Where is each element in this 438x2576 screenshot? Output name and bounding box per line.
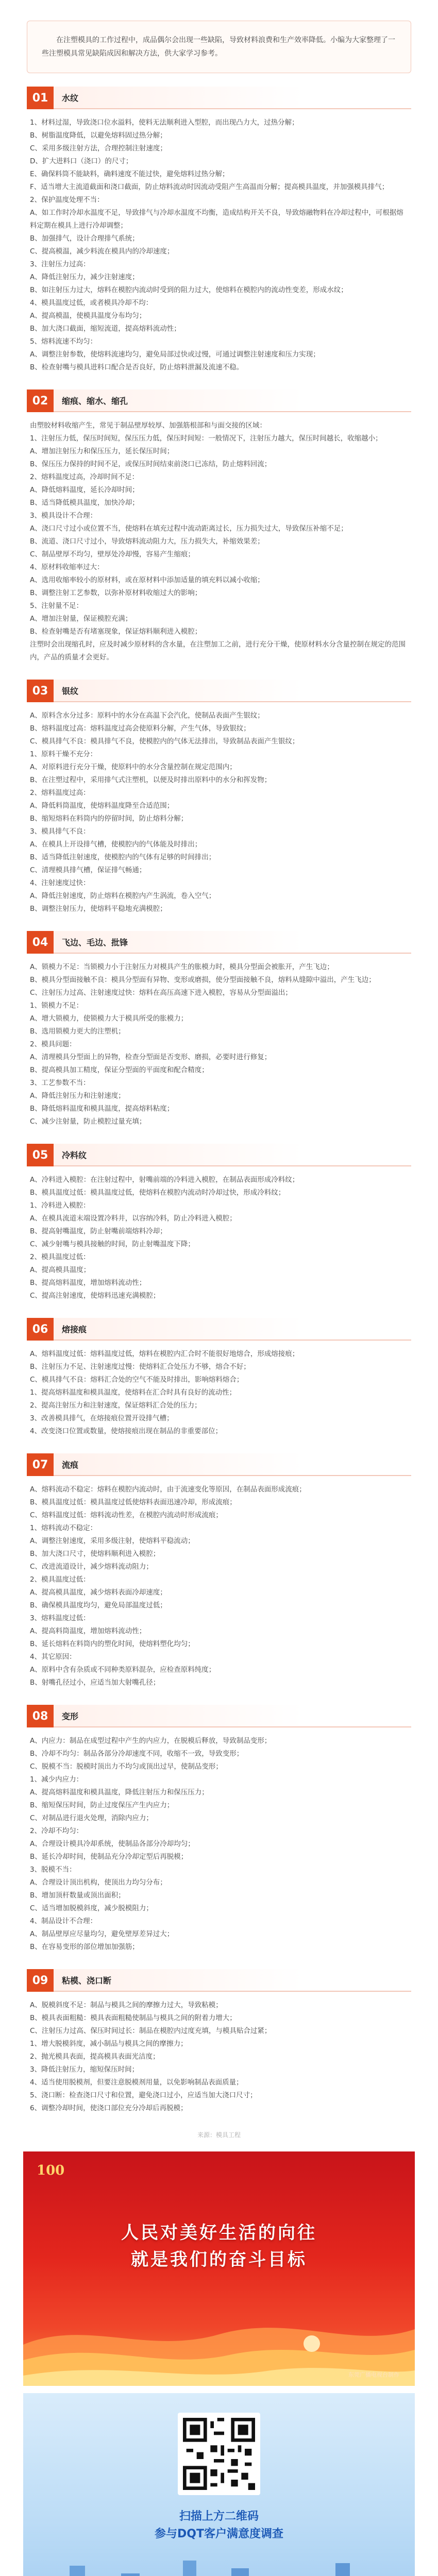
section-paragraph: A、降低注射速度，防止熔料在模腔内产生涡流，卷入空气； xyxy=(30,892,216,900)
section-paragraph: A、增加注射压力和保压压力，延长保压时间； xyxy=(30,447,174,455)
section-paragraph: A、增加注射量，保证模腔充满； xyxy=(30,615,132,623)
section-paragraph: 1、提高熔料温度和模具温度，使熔料在汇合时具有良好的流动性； xyxy=(30,1388,237,1397)
section-paragraph: B、树脂温度降低，以避免熔料固过热分解； xyxy=(30,131,167,140)
section-paragraph: 由塑胶材料收缩产生，常见于制品壁厚较厚、加强筋根部和与面交接的区域： xyxy=(30,421,266,430)
centenary-logo: 100 xyxy=(37,2163,65,2178)
section-paragraph: C、脱模不当：脱模时顶出力不均匀或顶出过早，使制品变形； xyxy=(30,1762,223,1771)
section-body xyxy=(27,1992,411,2115)
section-paragraph: B、检查射嘴是否有堵塞现象，保证熔料顺利进入模腔； xyxy=(30,628,202,636)
section-paragraph: A、熔料流动不稳定：熔料在模腔内流动时，由于流速变化等原因，在制品表面形成流痕； xyxy=(30,1485,306,1494)
section-paragraph: A、原料含水分过多：原料中的水分在高温下会汽化，使制品表面产生银纹； xyxy=(30,711,264,720)
intro-box xyxy=(27,21,411,73)
defect-section xyxy=(27,1453,411,1689)
defect-section xyxy=(27,87,411,374)
defect-section xyxy=(27,680,411,916)
section-paragraph: 1、材料过湿，导致浇口位水溢料，使料无法顺利进入型腔，而出现凸力大，过热分解； xyxy=(30,118,299,127)
section-paragraph: 2、熔料温度过高，冷却时间不足： xyxy=(30,473,139,481)
section-paragraph: 1、冷料进入模腔： xyxy=(30,1201,90,1210)
section-header xyxy=(27,389,411,412)
section-number: 09 xyxy=(27,1969,54,1992)
section-paragraph: 6、调整冷却时间，使浇口部位充分冷却后再脱模； xyxy=(30,2104,188,2112)
section-paragraph: 2、模具温度过低： xyxy=(30,1575,90,1584)
section-paragraph: 2、熔料温度过高： xyxy=(30,789,90,797)
section-number: 04 xyxy=(27,931,54,954)
section-paragraph: D、扩大进料口（浇口）的尺寸； xyxy=(30,157,133,165)
qr-pattern-icon xyxy=(183,2418,255,2490)
section-paragraph: B、在注塑过程中，采用排气式注塑机，以便及时排出原料中的水分和挥发物； xyxy=(30,776,272,784)
sections-container xyxy=(0,87,438,2115)
section-paragraph: B、延长冷却时间，使制品充分冷却定型后再脱模； xyxy=(30,1853,188,1861)
section-paragraph: B、流道、浇口尺寸过小，导致熔料流动阻力大，压力损失大，补缩效果差； xyxy=(30,537,264,546)
section-paragraph: 1、熔料流动不稳定： xyxy=(30,1524,97,1532)
section-paragraph: C、注射压力过高、保压时间过长：制品在模腔内过度充填，与模具贴合过紧； xyxy=(30,2027,272,2035)
survey-caption-2: 参与DQT客户满意度调查 xyxy=(155,2528,283,2540)
section-number: 07 xyxy=(27,1453,54,1476)
section-paragraph: 1、增大脱模斜度，减小制品与模具之间的摩擦力； xyxy=(30,2040,188,2048)
section-paragraph: 4、制品设计不合理： xyxy=(30,1917,97,1925)
section-paragraph: 3、脱模不当： xyxy=(30,1866,76,1874)
section-paragraph: C、清理模具排气槽，保证排气畅通； xyxy=(30,866,146,874)
section-paragraph: 1、原料干燥不充分： xyxy=(30,750,97,758)
section-paragraph: A、内应力：制品在成型过程中产生的内应力，在脱模后释放，导致制品变形； xyxy=(30,1737,272,1745)
defect-section xyxy=(27,1144,411,1302)
survey-qr-code[interactable] xyxy=(178,2413,260,2495)
section-paragraph: C、模具排气不良：熔料汇合处的空气不能及时排出，影响熔料熔合； xyxy=(30,1376,244,1384)
section-paragraph: C、熔料温度过低：熔料流动性差，在模腔内流动时形成流痕； xyxy=(30,1511,223,1519)
section-paragraph: A、冷料进入模腔：在注射过程中，射嘴前端的冷料进入模腔，在制品表面形成冷料纹； xyxy=(30,1176,299,1184)
slogan-banner xyxy=(23,2151,415,2386)
section-paragraph: 3、模具排气不良： xyxy=(30,827,90,836)
section-paragraph: A、提高料筒温度，增加熔料流动性； xyxy=(30,1627,146,1635)
section-paragraph: 3、熔料温度过低： xyxy=(30,1614,90,1622)
section-paragraph: A、对原料进行充分干燥，使原料中的水分含量控制在规定范围内； xyxy=(30,763,237,771)
section-paragraph: B、保压压力保持的时间不足，或保压时间结束前浇口已冻结，防止熔料回流； xyxy=(30,460,272,468)
slogan-line-2: 就是我们的奋斗目标 xyxy=(131,2249,307,2270)
section-header xyxy=(27,87,411,109)
section-paragraph: B、调整注射压力，使熔料平稳地充满模腔； xyxy=(30,905,167,913)
section-paragraph: C、注射压力过高、注射速度过快：熔料在高压高速下进入模腔，容易从分型面溢出； xyxy=(30,989,292,997)
section-number: 06 xyxy=(27,1318,54,1341)
section-paragraph: A、降低料筒温度，使熔料温度降至合适范围； xyxy=(30,802,174,810)
section-body xyxy=(27,412,411,664)
section-title: 银纹 xyxy=(54,680,411,702)
section-paragraph: E、确保料筒不能缺料，确料速度不能过快，避免熔料过热分解； xyxy=(30,170,229,178)
section-paragraph: A、制品壁厚应尽量均匀，避免壁厚差异过大； xyxy=(30,1930,174,1938)
section-paragraph: A、提高模温，使模具温度分布均匀； xyxy=(30,312,146,320)
source-mark: 来源：模具工程 xyxy=(197,2131,241,2139)
section-title: 粘模、浇口断 xyxy=(54,1969,411,1992)
survey-banner xyxy=(23,2393,415,2576)
section-paragraph: B、模具温度过低：模具温度过低，使熔料在模腔内流动时冷却过快，形成冷料纹； xyxy=(30,1189,285,1197)
section-paragraph: C、采用多级注射方法，合理控制注射速度； xyxy=(30,144,167,152)
section-body xyxy=(27,1166,411,1302)
section-paragraph: A、提高模具温度； xyxy=(30,1266,91,1274)
section-paragraph: 4、模具温度过低，或者模具冷却不均： xyxy=(30,299,153,307)
section-number: 02 xyxy=(27,389,54,412)
section-paragraph: A、原料中含有杂质或不同种类原料混杂，应检查原料纯度； xyxy=(30,1666,216,1674)
section-paragraph: A、在模具流道末端设置冷料井，以容纳冷料，防止冷料进入模腔； xyxy=(30,1214,237,1223)
section-paragraph: B、确保模具温度均匀，避免局部温度过低； xyxy=(30,1601,167,1609)
section-paragraph: A、选用收缩率较小的原材料，或在原材料中添加适量的填充料以减小收缩； xyxy=(30,576,264,584)
intro-text: 在注塑模具的工作过程中，成品偶尔会出现一些缺陷，导致材料浪费和生产效率降低。小编为大家整理了一些注塑模具常见缺陷成因和解决方法，供大家学习参考。 xyxy=(42,36,395,58)
section-paragraph: B、加大浇口截面，缩短流道，提高熔料流动性； xyxy=(30,325,181,333)
defect-section xyxy=(27,931,411,1128)
section-paragraph: B、增加顶杆数量或顶出面积； xyxy=(30,1891,125,1900)
city-skyline-illustration xyxy=(23,2550,415,2576)
section-paragraph: B、延长熔料在料筒内的塑化时间，使熔料塑化均匀； xyxy=(30,1640,195,1648)
section-paragraph: 3、工艺参数不当： xyxy=(30,1079,90,1087)
section-paragraph: A、调整注射参数，使熔料流速均匀，避免局部过快或过慢，可通过调整注射速度和压力实现； xyxy=(30,350,320,359)
section-paragraph: B、调整注射工艺参数，以弥补原材料收缩过大的影响； xyxy=(30,589,202,597)
section-paragraph: A、提高熔料温度和模具温度，降低注射压力和保压压力； xyxy=(30,1788,209,1797)
defect-section xyxy=(27,1969,411,2115)
section-paragraph: 4、适当使用脱模剂，但要注意脱模剂用量，以免影响制品表面质量； xyxy=(30,2078,243,2087)
section-paragraph: A、降低注射压力，减少注射速度； xyxy=(30,273,139,281)
section-paragraph: 1、锁模力不足： xyxy=(30,1002,83,1010)
section-paragraph: C、减少注射量，防止模腔过量充填； xyxy=(30,1117,146,1126)
slogan-line-1: 人民对美好生活的向往 xyxy=(121,2223,317,2243)
section-paragraph: 4、注射速度过快： xyxy=(30,879,90,887)
section-paragraph: C、模具排气不良：模具排气不良，使模腔内的气体无法排出，导致制品表面产生银纹； xyxy=(30,737,299,745)
section-paragraph: A、浇口尺寸过小或位置不当，使熔料在填充过程中流动距离过长，压力损失过大，导致保压补缩不足； xyxy=(30,524,348,533)
section-paragraph: 4、其它原因： xyxy=(30,1653,76,1661)
section-paragraph: 2、抛光模具表面，提高模具表面光洁度； xyxy=(30,2053,160,2061)
section-paragraph: B、如注射压力过大，熔料在模腔内流动时受到的阻力过大，使熔料在模腔内的流动性变差，形成水纹； xyxy=(30,286,348,294)
section-paragraph: C、提高注射速度，使熔料迅速充满模腔； xyxy=(30,1292,160,1300)
section-header xyxy=(27,680,411,702)
section-paragraph: C、提高模温，减少料流在模具内的冷却速度； xyxy=(30,247,174,256)
section-title: 缩痕、缩水、缩孔 xyxy=(54,389,411,412)
section-number: 03 xyxy=(27,680,54,702)
section-paragraph: B、提高射嘴温度，防止射嘴前端熔料冷却； xyxy=(30,1227,167,1235)
section-paragraph: B、冷却不均匀：制品各部分冷却速度不同，收缩不一致，导致变形； xyxy=(30,1750,244,1758)
section-paragraph: 2、冷却不均匀： xyxy=(30,1827,83,1835)
section-paragraph: B、缩短熔料在料筒内的停留时间，防止熔料分解； xyxy=(30,815,188,823)
section-paragraph: B、射嘴孔径过小，应适当加大射嘴孔径； xyxy=(30,1679,160,1687)
section-paragraph: B、模具分型面接触不良：模具分型面有异物、变形或磨损，使分型面接触不良，熔料从缝隙中溢出，产生飞边； xyxy=(30,976,376,984)
section-paragraph: A、锁模力不足：当锁模力小于注射压力对模具产生的胀模力时，模具分型面会被胀开，产生飞边； xyxy=(30,963,334,971)
section-paragraph: B、适当降低注射速度，使模腔内的气体有足够的时间排出； xyxy=(30,853,216,861)
section-header xyxy=(27,1969,411,1992)
section-paragraph: B、加强排气，设计合理排气系统； xyxy=(30,234,139,243)
section-paragraph: B、加大浇口尺寸，使熔料顺利进入模腔； xyxy=(30,1550,160,1558)
section-paragraph: B、降低熔料温度和模具温度，提高熔料粘度； xyxy=(30,1105,174,1113)
section-paragraph: C、制品壁厚不均匀，壁厚处冷却慢，容易产生缩痕； xyxy=(30,550,195,558)
section-title: 水纹 xyxy=(54,87,411,109)
section-title: 冷料纹 xyxy=(54,1144,411,1166)
section-paragraph: C、减少射嘴与模具接触的时间，防止射嘴温度下降； xyxy=(30,1240,195,1248)
section-paragraph: C、适当增加脱模斜度，减少脱模阻力； xyxy=(30,1904,153,1912)
section-paragraph: 2、提高注射压力和注射速度，保证熔料汇合处的压力； xyxy=(30,1401,201,1410)
section-paragraph: 注塑时会出现缩孔时，应及时减少原材料的含水量，在注塑加工之前，进行充分干燥，使原材料水分含量控制在规定的范围内，产品的质量才会更好。 xyxy=(30,640,406,662)
section-paragraph: A、增大锁模力，使锁模力大于模具所受的胀模力； xyxy=(30,1014,188,1023)
section-paragraph: 4、原材料收缩率过大： xyxy=(30,563,104,571)
section-paragraph: 2、保护温度处理不当： xyxy=(30,196,104,204)
section-header xyxy=(27,1144,411,1166)
section-title: 变形 xyxy=(54,1705,411,1727)
section-paragraph: A、降低注射压力和注射速度； xyxy=(30,1092,125,1100)
section-paragraph: 2、模具温度过低： xyxy=(30,1253,90,1261)
section-body xyxy=(27,954,411,1128)
section-body xyxy=(27,1341,411,1438)
section-paragraph: A、合理设计顶出机构，使顶出力均匀分布； xyxy=(30,1878,167,1887)
section-paragraph: A、提高模具温度，减少熔料表面冷却速度； xyxy=(30,1588,167,1597)
section-header xyxy=(27,1318,411,1341)
section-paragraph: 5、注射量不足： xyxy=(30,602,83,610)
section-paragraph: C、对制品进行退火处理，消除内应力； xyxy=(30,1814,153,1822)
section-title: 熔接痕 xyxy=(54,1318,411,1341)
section-paragraph: A、如工作时冷却水温度不足，导致排气与冷却水温度不均衡，造成结构开关不良，导致熔融物料在冷却过程中，可根据熔料定期在模具上进行冷却调整； xyxy=(30,209,403,230)
section-paragraph: A、脱模斜度不足：制品与模具之间的摩擦力过大，导致粘模； xyxy=(30,2001,223,2009)
section-paragraph: 5、熔料流速不均匀： xyxy=(30,337,97,346)
section-paragraph: B、选用锁模力更大的注塑机； xyxy=(30,1027,125,1036)
section-header xyxy=(27,1453,411,1476)
defect-section xyxy=(27,389,411,664)
section-paragraph: B、缩短保压时间，防止过度保压产生内应力； xyxy=(30,1801,174,1809)
section-paragraph: 1、注射压力低，保压时间短，保压压力低，保压时间短：一般情况下，注射压力越大，保压时间越长，收缩越小； xyxy=(30,434,382,443)
banner-credit: 东莞广播电视台制作 xyxy=(348,2371,399,2378)
section-paragraph: 3、模具设计不合理： xyxy=(30,512,97,520)
defect-section xyxy=(27,1705,411,1954)
section-paragraph: B、适当降低模具温度，加快冷却； xyxy=(30,499,139,507)
section-paragraph: F、适当增大主流道截面和浇口截面，防止熔料流动时因流动受阻产生高温而分解；提高模具温度，并加强模具排气； xyxy=(30,183,389,191)
section-title: 流痕 xyxy=(54,1453,411,1476)
section-paragraph: A、在模具上开设排气槽，使模腔内的气体能及时排出； xyxy=(30,840,202,849)
section-body xyxy=(27,1476,411,1689)
section-paragraph: B、提高熔料温度，增加熔料流动性； xyxy=(30,1279,146,1287)
section-number: 01 xyxy=(27,87,54,109)
section-paragraph: B、模具温度过低：模具温度过低使熔料表面迅速冷却，形成流痕； xyxy=(30,1498,237,1506)
section-paragraph: 3、改善模具排气，在熔接痕位置开设排气槽； xyxy=(30,1414,174,1422)
section-paragraph: A、降低熔料温度，延长冷却时间； xyxy=(30,486,139,494)
section-paragraph: B、模具表面粗糙：模具表面粗糙使制品与模具之间的附着力增大； xyxy=(30,2014,237,2022)
section-number: 05 xyxy=(27,1144,54,1166)
section-paragraph: 3、注射压力过高： xyxy=(30,260,90,268)
section-paragraph: B、熔料温度过高：熔料温度过高会使原料分解，产生气体，导致银纹； xyxy=(30,724,250,733)
section-body xyxy=(27,109,411,374)
section-paragraph: 2、模具问题： xyxy=(30,1040,76,1048)
section-number: 08 xyxy=(27,1705,54,1727)
section-paragraph: 5、浇口断：检查浇口尺寸和位置，避免浇口过小，应适当加大浇口尺寸； xyxy=(30,2091,257,2099)
section-paragraph: A、调整注射速度，采用多级注射，使熔料平稳流动； xyxy=(30,1537,195,1545)
section-paragraph: B、注射压力不足、注射速度过慢：使熔料汇合处压力不够，熔合不好； xyxy=(30,1363,250,1371)
section-paragraph: 1、减少内应力： xyxy=(30,1775,83,1784)
section-title: 飞边、毛边、批锋 xyxy=(54,931,411,954)
survey-caption-1: 扫描上方二维码 xyxy=(179,2510,259,2523)
section-paragraph: 4、改变浇口位置或数量，使熔接痕出现在制品的非重要部位； xyxy=(30,1427,223,1435)
section-paragraph: A、熔料温度过低：熔料温度过低，熔料在模腔内汇合时不能很好地熔合，形成熔接痕； xyxy=(30,1350,299,1358)
section-paragraph: B、提高模具加工精度，保证分型面的平面度和配合精度； xyxy=(30,1066,209,1074)
section-body xyxy=(27,702,411,916)
section-paragraph: A、合理设计模具冷却系统，使制品各部分冷却均匀； xyxy=(30,1840,195,1848)
defect-section xyxy=(27,1318,411,1438)
article-page xyxy=(0,21,438,2576)
section-paragraph: 3、降低注射压力，缩短保压时间； xyxy=(30,2065,139,2074)
section-paragraph: B、检查射嘴与模具进料口配合是否良好，防止熔料泄漏及流速不稳。 xyxy=(30,363,244,371)
section-paragraph: A、清理模具分型面上的异物，检查分型面是否变形、磨损，必要时进行修复； xyxy=(30,1053,272,1061)
section-paragraph: B、在容易变形的部位增加加强筋； xyxy=(30,1943,139,1951)
section-paragraph: C、改进流道设计，减少熔料流动阻力； xyxy=(30,1563,153,1571)
section-header xyxy=(27,931,411,954)
section-header xyxy=(27,1705,411,1727)
section-body xyxy=(27,1727,411,1954)
